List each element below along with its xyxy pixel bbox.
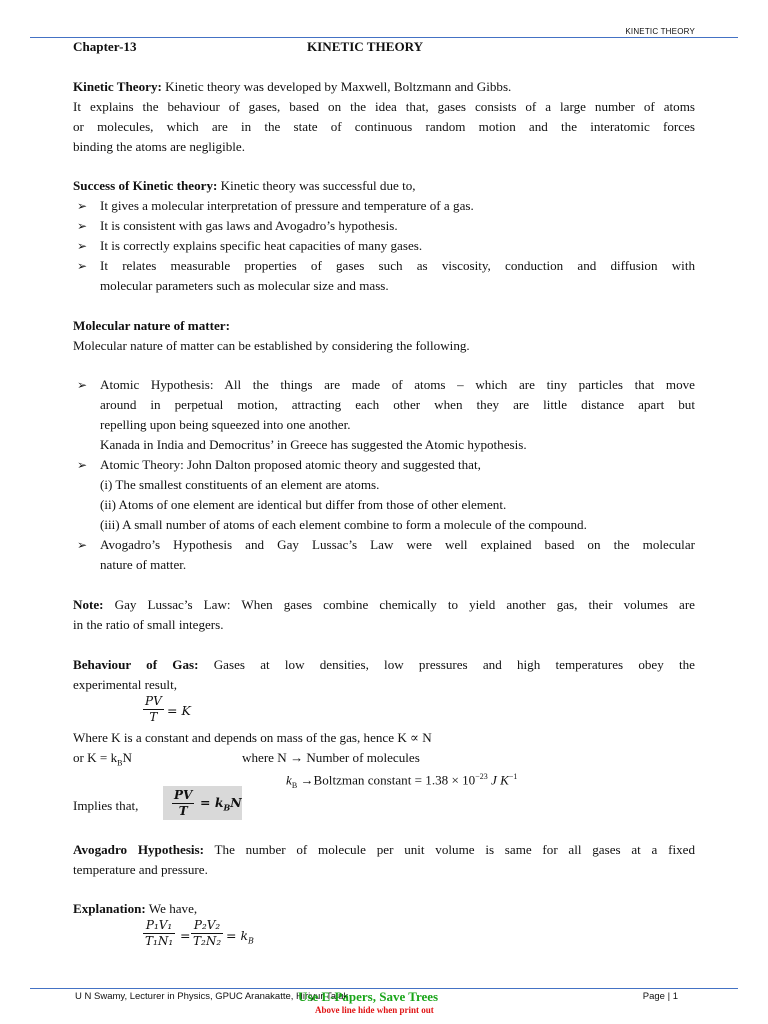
page-title: KINETIC THEORY: [307, 39, 424, 54]
ratio-1: $\frac{\text{P₁V₁}}{\text{T₁N₁}}$: [145, 918, 174, 948]
footer-author: U N Swamy, Lecturer in Physics, GPUC Aranakatte, Hiriyur Taluk: [75, 991, 349, 1002]
success-heading: Success of Kinetic theory: Kinetic theory was successful due to,: [73, 178, 416, 193]
chapter-label: Chapter-13: [73, 39, 137, 54]
kt-line-1: Kinetic Theory: Kinetic theory was developed by Maxwell, Boltzmann and Gibbs.: [73, 79, 512, 94]
behaviour-line-2: experimental result,: [73, 677, 177, 692]
avogadro-line-1: Avogadro Hypothesis: The number of molecule per unit volume is same for all gases at a fixed: [73, 842, 696, 857]
atomic-hypothesis-1: Atomic Hypothesis: All the things are made of atoms – which are tiny particles that move: [100, 377, 695, 392]
boltzmann-constant: $k_B$ →Boltzman constant = $1.38 \times 10^{-23}$ J $K^{-1}$: [286, 772, 518, 790]
page-number: Page | 1: [642, 991, 678, 1002]
molecular-heading: Molecular nature of matter:: [73, 318, 230, 333]
explanation-line: Explanation: We have,: [73, 901, 198, 916]
avogadro-bullet-2: nature of matter.: [100, 557, 187, 572]
note-line-1: Note: Gay Lussac’s Law: When gases combine chemically to yield another gas, their volumes are: [73, 597, 695, 612]
footer-slogan: Use E-Papers, Save Trees: [298, 989, 439, 1004]
success-bullet-3: It is correctly explains specific heat capacities of many gases.: [100, 238, 423, 253]
atomic-hypothesis-2: around in perpetual motion, attracting each other when they are little distance apart but: [100, 397, 695, 412]
implies-rhs: = $k_BN$: [200, 795, 242, 813]
implies-fraction: $\frac{PV}{T}$: [174, 788, 193, 818]
avogadro-bullet-1: Avogadro’s Hypothesis and Gay Lussac’s Law were well explained based on the molecular: [100, 537, 695, 552]
behaviour-line-1: Behaviour of Gas: Gases at low densities, low pressures and high temperatures obey the: [73, 657, 695, 672]
molecular-intro: Molecular nature of matter can be established by considering the following.: [73, 338, 470, 353]
equation-rhs: = K: [167, 703, 191, 718]
atomic-hypothesis-3: repelling upon being squeezed into one another.: [100, 417, 351, 432]
kt-line-2: It explains the behaviour of gases, based on the idea that, gases consists of a large number of atoms: [73, 99, 695, 114]
ratio-rhs: = $k_B$: [226, 928, 254, 946]
kt-line-3: or molecules, which are in the state of continuous random motion and the interatomic forces: [73, 119, 695, 134]
atomic-theory-i: (i) The smallest constituents of an element are atoms.: [100, 477, 380, 492]
note-line-2: in the ratio of small integers.: [73, 617, 224, 632]
avogadro-line-2: temperature and pressure.: [73, 862, 208, 877]
bullet-arrow-icon: ➢: [77, 259, 88, 273]
atomic-theory-iii: (iii) A small number of atoms of each element combine to form a molecule of the compound.: [100, 517, 587, 532]
bullet-arrow-icon: ➢: [77, 199, 88, 213]
or-line: or $K = k_BN$: [73, 750, 132, 768]
success-bullet-2: It is consistent with gas laws and Avogadro’s hypothesis.: [100, 218, 398, 233]
bullet-arrow-icon: ➢: [77, 239, 88, 253]
success-bullet-4a: It relates measurable properties of gases such as viscosity, conduction and diffusion with: [100, 258, 695, 273]
highlighted-equation: [163, 786, 242, 820]
atomic-theory-ii: (ii) Atoms of one element are identical but differ from those of other element.: [100, 497, 507, 512]
where-line: Where K is a constant and depends on mass of the gas, hence K ∝ N: [73, 730, 432, 745]
implies-label: Implies that,: [73, 798, 139, 813]
footer-print-note: Above line hide when print out: [315, 1005, 434, 1015]
where-n: where N → Number of molecules: [242, 750, 420, 765]
ratio-2: $\frac{\text{P₂V₂}}{\text{T₂N₂}}$: [193, 918, 222, 948]
equals-sign: =: [180, 928, 191, 943]
bullet-arrow-icon: ➢: [77, 458, 88, 472]
atomic-hypothesis-4: Kanada in India and Democritus’ in Greece has suggested the Atomic hypothesis.: [100, 437, 527, 452]
kt-line-4: binding the atoms are negligible.: [73, 139, 245, 154]
success-bullet-1: It gives a molecular interpretation of pressure and temperature of a gas.: [100, 198, 474, 213]
running-header: KINETIC THEORY: [625, 27, 695, 36]
bullet-arrow-icon: ➢: [77, 219, 88, 233]
equation-pv-over-t: $\frac{PV}{T}$: [145, 694, 162, 724]
bullet-arrow-icon: ➢: [77, 538, 88, 552]
success-bullet-4b: molecular parameters such as molecular size and mass.: [100, 278, 389, 293]
bullet-arrow-icon: ➢: [77, 378, 88, 392]
atomic-theory: Atomic Theory: John Dalton proposed atomic theory and suggested that,: [100, 457, 481, 472]
